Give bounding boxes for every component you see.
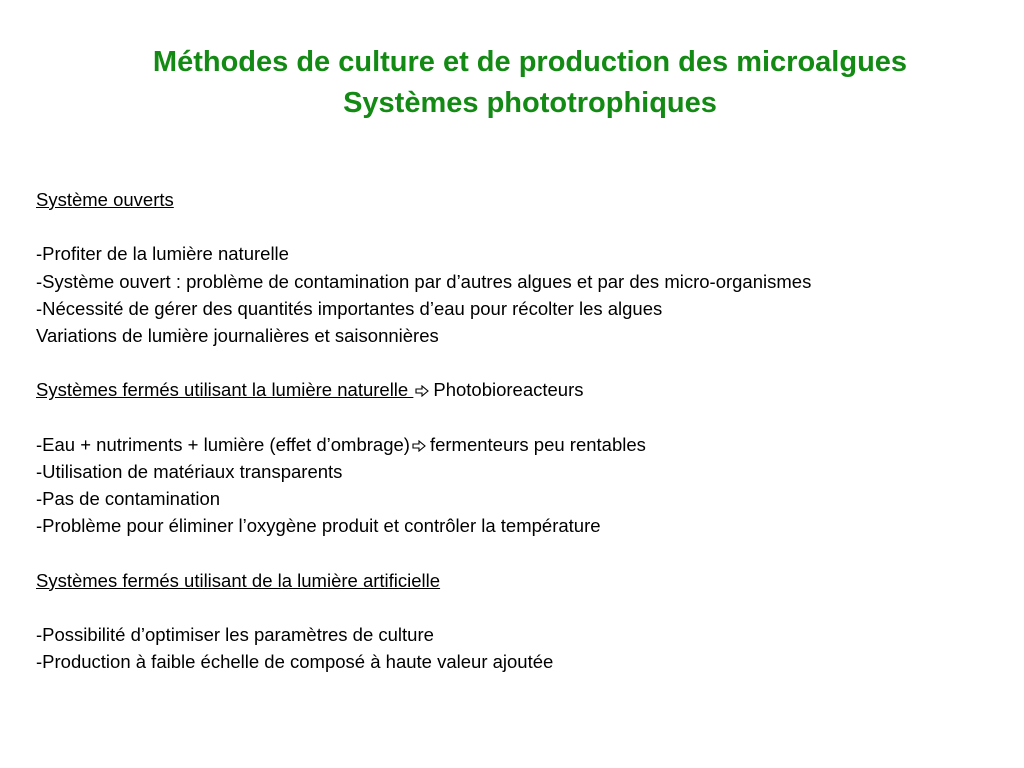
slide-title xyxy=(0,42,1024,124)
right-arrow-icon xyxy=(412,439,426,451)
section-heading-suffix: Photobioreacteurs xyxy=(433,379,584,401)
list-item: -Nécessité de gérer des quantités importantes d’eau pour récolter les algues xyxy=(36,297,663,319)
section-heading-closed-artificial xyxy=(36,567,1016,594)
list-item: -Système ouvert : problème de contamination par d’autres algues et par des micro-organismes xyxy=(36,270,812,292)
list-item: Variations de lumière journalières et saisonnières xyxy=(36,324,439,346)
list-item: -Possibilité d’optimiser les paramètres de culture xyxy=(36,624,434,645)
slide-body xyxy=(36,186,1016,675)
section-heading-open-systems xyxy=(36,186,1016,213)
section-heading-closed-artificial-label: Systèmes fermés utilisant de la lumière artificielle xyxy=(36,569,441,591)
list-item: -Pas de contamination xyxy=(36,488,221,510)
spacer xyxy=(36,594,1016,621)
spacer xyxy=(36,213,1016,240)
list-item: -Utilisation de matériaux transparents xyxy=(36,460,343,482)
right-arrow-icon xyxy=(415,384,429,396)
list-item: -Production à faible échelle de composé à haute valeur ajoutée xyxy=(36,651,554,673)
section-heading-closed-natural xyxy=(36,376,1016,403)
title-line-2: Systèmes phototrophiques xyxy=(343,87,717,119)
list-item: -Problème pour éliminer l’oxygène produit et contrôler la température xyxy=(36,515,601,537)
section-heading-closed-natural-label: Systèmes fermés utilisant la lumière naturelle xyxy=(36,379,414,401)
list-item: -Profiter de la lumière naturelle xyxy=(36,243,289,265)
list-item xyxy=(36,431,1016,458)
section-heading-open-label: Système ouverts xyxy=(36,189,174,210)
spacer xyxy=(36,349,1016,376)
list-item-text-after: fermenteurs peu rentables xyxy=(429,433,646,455)
title-line-1: Méthodes de culture et de production des microalgues xyxy=(152,46,908,78)
spacer xyxy=(36,404,1016,431)
spacer xyxy=(36,539,1016,566)
list-item-text-before: -Eau + nutriments + lumière (effet d’ombrage) xyxy=(36,433,410,455)
